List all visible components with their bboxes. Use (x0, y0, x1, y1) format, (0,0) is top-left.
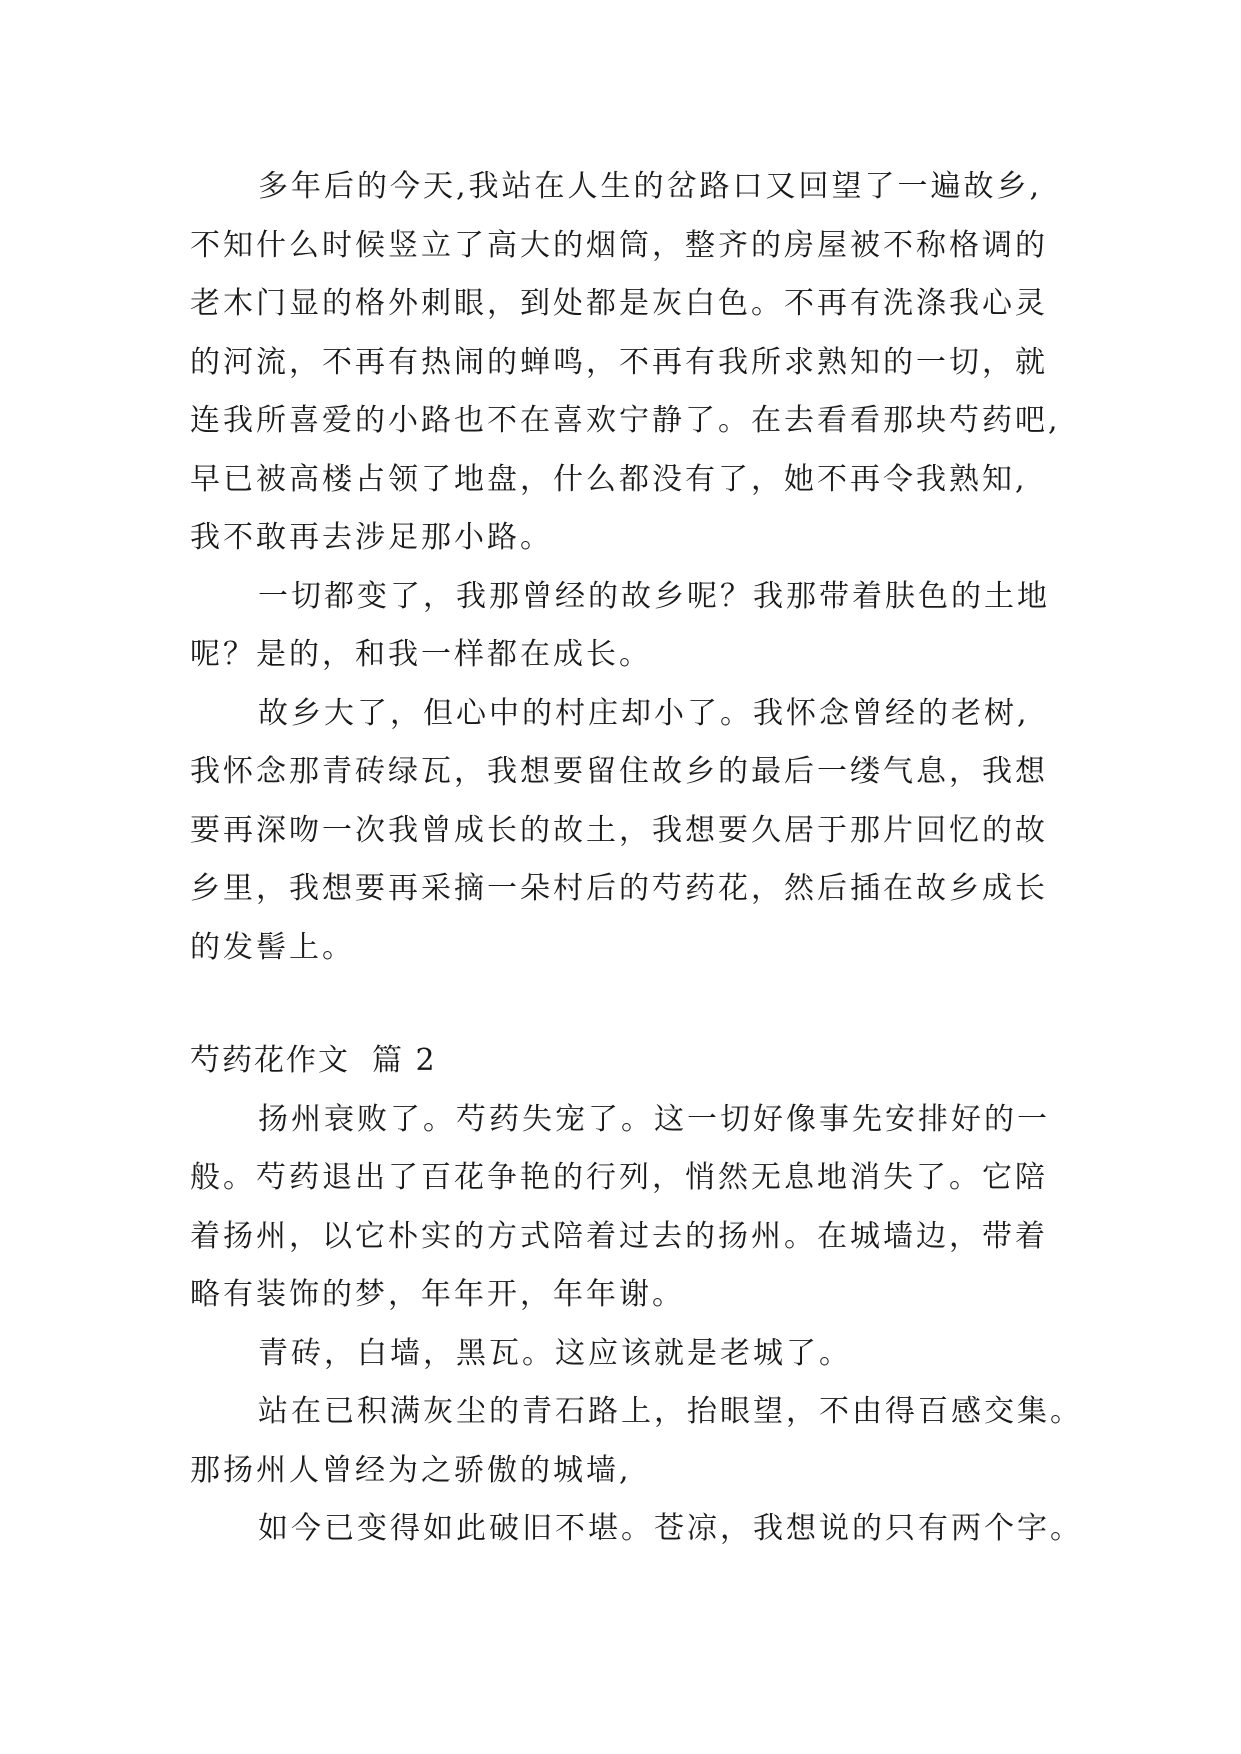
heading-number: 篇 2 (372, 1043, 437, 1078)
text-line: 早已被高楼占领了地盘，什么都没有了，她不再令我熟知, (190, 461, 1028, 497)
text-line: 那扬州人曾经为之骄傲的城墙, (190, 1452, 632, 1488)
text-line: 我怀念那青砖绿瓦，我想要留住故乡的最后一缕气息，我想 (190, 754, 1048, 789)
text-line: 一切都变了，我那曾经的故乡呢？我那带着肤色的土地 (258, 578, 1050, 614)
text-line: 如今已变得如此破旧不堪。苍凉，我想说的只有两个字。 (258, 1511, 1083, 1546)
text-line: 我不敢再去涉足那小路。 (190, 520, 553, 555)
text-line: 不知什么时候竖立了高大的烟筒，整齐的房屋被不称格调的 (190, 227, 1048, 263)
text-line: 般。芍药退出了百花争艳的行列，悄然无息地消失了。它陪 (190, 1160, 1048, 1195)
text-line: 站在已积满灰尘的青石路上，抬眼望，不由得百感交集。 (258, 1394, 1083, 1429)
section-gap (190, 977, 1070, 1032)
text-line: 多年后的今天,我站在人生的岔路口又回望了一遍故乡, (258, 169, 1043, 204)
section-heading (190, 1032, 1070, 1091)
text-line: 青砖，白墙，黑瓦。这应该就是老城了。 (258, 1335, 852, 1371)
text-line: 故乡大了，但心中的村庄却小了。我怀念曾经的老树, (258, 695, 1030, 731)
text-line: 呢？是的，和我一样都在成长。 (190, 637, 652, 672)
text-line: 乡里，我想要再采摘一朵村后的芍药花，然后插在故乡成长 (190, 871, 1048, 906)
text-line: 扬州衰败了。芍药失宠了。这一切好像事先安排好的一 (258, 1101, 1050, 1137)
text-line: 略有装饰的梦，年年开，年年谢。 (190, 1277, 685, 1312)
text-line: 的河流，不再有热闹的蝉鸣，不再有我所求熟知的一切，就 (190, 344, 1048, 380)
text-line: 的发髻上。 (190, 929, 355, 965)
text-line: 连我所喜爱的小路也不在喜欢宁静了。在去看看那块芍药吧, (190, 403, 1061, 438)
text-line: 要再深吻一次我曾成长的故土，我想要久居于那片回忆的故 (190, 812, 1048, 848)
text-line: 着扬州，以它朴实的方式陪着过去的扬州。在城墙边，带着 (190, 1218, 1048, 1254)
text-line: 老木门显的格外刺眼，到处都是灰白色。不再有洗涤我心灵 (190, 286, 1048, 321)
heading-title: 芍药花作文 (190, 1043, 350, 1078)
document-page (190, 158, 1083, 1559)
